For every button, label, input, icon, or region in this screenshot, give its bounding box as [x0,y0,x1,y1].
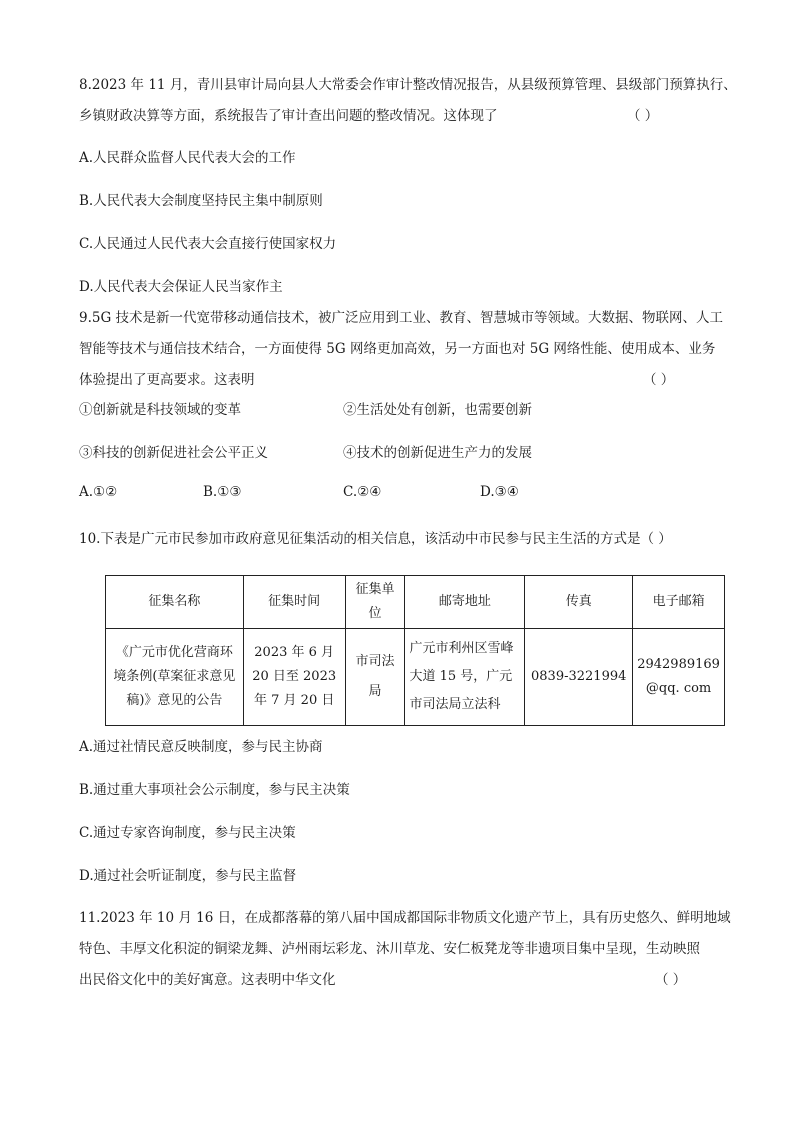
q9-choice-b: B.①③ [203,484,242,500]
table-row [106,629,725,726]
q10-option-a: A.通过社情民意反映制度，参与民主协商 [79,739,323,755]
q11-answer-paren: （ ） [655,972,687,988]
q8-answer-paren: （ ） [627,108,659,124]
q8-option-c: C.人民通过人民代表大会直接行使国家权力 [79,236,337,252]
table-header-fax: 传真 [525,576,633,629]
q11-stem-line2: 特色、丰厚文化积淀的铜梁龙舞、泸州雨坛彩龙、沐川草龙、安仁板凳龙等非遗项目集中呈现，生动映照 [79,941,700,957]
table-cell-time: 2023 年 6 月 20 日至 2023 年 7 月 20 日 [243,629,345,726]
q9-item-1: ①创新就是科技领域的变革 [79,402,241,418]
table-cell-name: 《广元市优化营商环境条例(草案征求意见稿)》意见的公告 [106,629,244,726]
table-header-name: 征集名称 [106,576,244,629]
table-cell-email: 2942989169@qq. com [633,629,725,726]
q9-choice-d: D.③④ [480,484,519,500]
q10-stem: 10.下表是广元市民参加市政府意见征集活动的相关信息，该活动中市民参与民主生活的方式是（ ） [79,531,672,547]
q9-stem-line1: 9.5G 技术是新一代宽带移动通信技术，被广泛应用到工业、教育、智慧城市等领域。大数据、物联网、人工 [79,310,724,326]
q8-option-b: B.人民代表大会制度坚持民主集中制原则 [79,193,323,209]
q9-choice-c: C.②④ [343,484,382,500]
q8-stem-line1: 8.2023 年 11 月，青川县审计局向县人大常委会作审计整改情况报告，从县级预算管理、县级部门预算执行、 [79,77,737,93]
q11-stem-line1: 11.2023 年 10 月 16 日，在成都落幕的第八届中国成都国际非物质文化遗产节上，具有历史悠久、鲜明地域 [79,910,731,926]
q8-stem-line2: 乡镇财政决算等方面，系统报告了审计查出问题的整改情况。这体现了 [79,108,498,124]
q9-answer-paren: （ ） [643,372,675,388]
q9-item-3: ③科技的创新促进社会公平正义 [79,445,268,461]
table-header-row [106,576,725,629]
table-header-time: 征集时间 [243,576,345,629]
table-cell-fax: 0839-3221994 [525,629,633,726]
table-cell-address: 广元市利州区雪峰大道 15 号，广元市司法局立法科 [405,629,525,726]
q9-stem-line3: 体验提出了更高要求。这表明 [79,372,255,388]
q8-option-d: D.人民代表大会保证人民当家作主 [79,279,283,295]
table-header-address: 邮寄地址 [405,576,525,629]
q10-option-d: D.通过社会听证制度，参与民主监督 [79,868,297,884]
q11-stem-line3: 出民俗文化中的美好寓意。这表明中华文化 [79,972,336,988]
table-header-unit: 征集单位 [345,576,405,629]
q8-option-a: A.人民群众监督人民代表大会的工作 [79,150,296,166]
q10-info-table [105,575,725,726]
table-cell-unit: 市司法局 [345,629,405,726]
q10-option-c: C.通过专家咨询制度，参与民主决策 [79,825,296,841]
q9-item-4: ④技术的创新促进生产力的发展 [343,445,532,461]
q9-choice-a: A.①② [79,484,118,500]
q9-stem-line2: 智能等技术与通信技术结合，一方面使得 5G 网络更加高效，另一方面也对 5G 网络性能、使用成本、业务 [79,341,716,357]
table-header-email: 电子邮箱 [633,576,725,629]
q9-item-2: ②生活处处有创新，也需要创新 [343,402,532,418]
q10-option-b: B.通过重大事项社会公示制度，参与民主决策 [79,782,350,798]
